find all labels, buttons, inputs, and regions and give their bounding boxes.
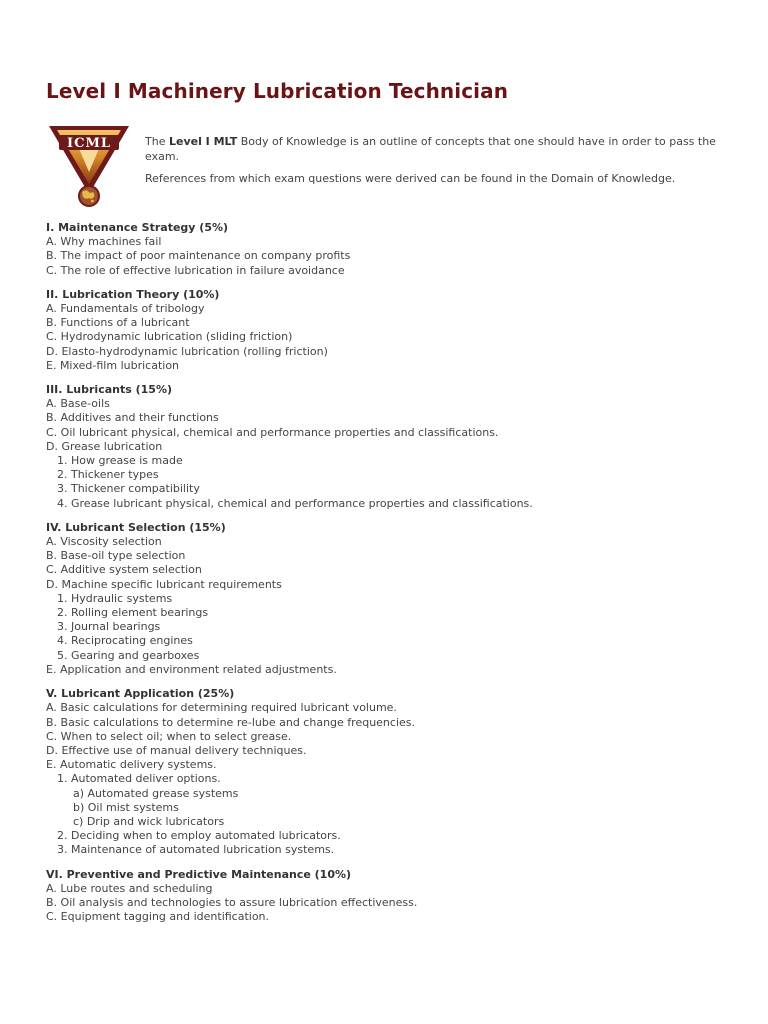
- list-item: B. Base-oil type selection: [46, 549, 186, 563]
- list-item: D. Grease lubrication: [46, 439, 163, 453]
- list-item: A. Fundamentals of tribology: [46, 302, 205, 316]
- list-subitem: 2. Rolling element bearings: [57, 606, 209, 620]
- list-subitem: 1. Automated deliver options.: [57, 772, 221, 786]
- section-maintenance-strategy: [46, 221, 746, 278]
- list-subitem: 4. Grease lubricant physical, chemical and performance properties and classifications.: [57, 496, 533, 510]
- list-subitem: 2. Deciding when to employ automated lubricators.: [57, 829, 341, 843]
- intro: [145, 135, 735, 195]
- section-heading: III. Lubricants (15%): [46, 383, 172, 397]
- page-title: Level I Machinery Lubrication Technician: [46, 79, 509, 103]
- list-item: D. Effective use of manual delivery techniques.: [46, 743, 307, 757]
- section-heading: IV. Lubricant Selection (15%): [46, 520, 226, 534]
- list-item: C. Oil lubricant physical, chemical and performance properties and classifications.: [46, 425, 499, 439]
- list-item: D. Elasto-hydrodynamic lubrication (rolling friction): [46, 344, 328, 358]
- list-subitem: 2. Thickener types: [57, 468, 159, 482]
- list-subsubitem: c) Drip and wick lubricators: [73, 814, 225, 828]
- list-item: A. Base-oils: [46, 397, 110, 411]
- references-paragraph: References from which exam questions were derived can be found in the Domain of Knowledge.: [145, 172, 676, 185]
- section-heading: V. Lubricant Application (25%): [46, 687, 235, 701]
- list-subsubitem: a) Automated grease systems: [73, 786, 239, 800]
- list-item: B. The impact of poor maintenance on company profits: [46, 249, 351, 263]
- list-subitem: 3. Maintenance of automated lubrication systems.: [57, 843, 335, 857]
- list-item: A. Basic calculations for determining required lubricant volume.: [46, 701, 397, 715]
- list-subitem: 3. Thickener compatibility: [57, 482, 200, 496]
- list-item: B. Functions of a lubricant: [46, 316, 190, 330]
- list-subitem: 5. Gearing and gearboxes: [57, 648, 200, 662]
- list-item: C. The role of effective lubrication in failure avoidance: [46, 263, 345, 277]
- list-item: E. Automatic delivery systems.: [46, 758, 217, 772]
- list-subsubitem: b) Oil mist systems: [73, 800, 179, 814]
- list-item: A. Viscosity selection: [46, 535, 162, 549]
- section-lubricant-application: [46, 687, 746, 857]
- list-item: E. Mixed-film lubrication: [46, 358, 180, 372]
- section-preventive-predictive-maintenance: [46, 868, 746, 925]
- section-heading: I. Maintenance Strategy (5%): [46, 221, 229, 234]
- list-item: B. Oil analysis and technologies to assure lubrication effectiveness.: [46, 895, 418, 909]
- intro-paragraph: The Level I MLT Body of Knowledge is an outline of concepts that one should have in order to pass the exam.: [145, 135, 716, 163]
- list-subitem: 4. Reciprocating engines: [57, 634, 193, 648]
- list-item: A. Why machines fail: [46, 235, 162, 249]
- list-subitem: 1. Hydraulic systems: [57, 591, 173, 605]
- section-lubricant-selection: [46, 521, 746, 677]
- list-subitem: 1. How grease is made: [57, 454, 183, 468]
- list-item: C. When to select oil; when to select grease.: [46, 729, 292, 743]
- list-item: D. Machine specific lubricant requirements: [46, 577, 282, 591]
- list-item: A. Lube routes and scheduling: [46, 881, 213, 895]
- section-heading: VI. Preventive and Predictive Maintenance (10%): [46, 867, 352, 881]
- svg-text:ICML: ICML: [67, 136, 111, 151]
- list-item: B. Additives and their functions: [46, 411, 219, 425]
- list-item: B. Basic calculations to determine re-lube and change frequencies.: [46, 715, 415, 729]
- list-item: E. Application and environment related adjustments.: [46, 662, 337, 676]
- section-lubricants: [46, 383, 746, 511]
- section-lubrication-theory: [46, 288, 746, 373]
- icml-logo: [47, 116, 131, 212]
- list-item: C. Equipment tagging and identification.: [46, 910, 270, 924]
- body-of-knowledge: [46, 221, 746, 934]
- list-item: C. Additive system selection: [46, 563, 202, 577]
- list-subitem: 3. Journal bearings: [57, 620, 161, 634]
- level-bold: Level I MLT: [168, 135, 238, 148]
- section-heading: II. Lubrication Theory (10%): [46, 287, 220, 301]
- list-item: C. Hydrodynamic lubrication (sliding friction): [46, 330, 293, 344]
